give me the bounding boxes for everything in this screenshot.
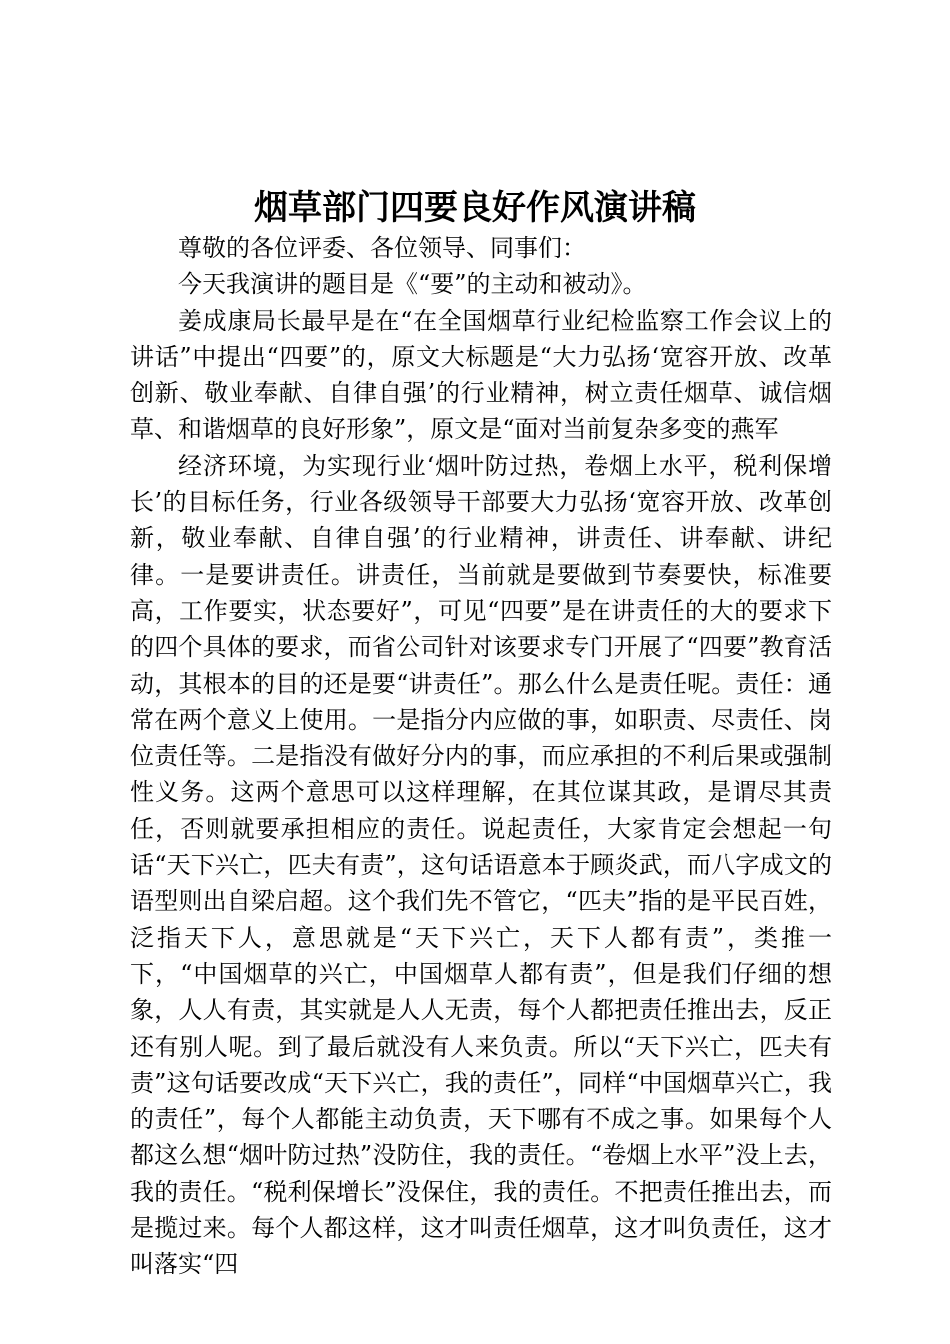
paragraph-topic: 今天我演讲的题目是《“要”的主动和被动》。 [178,270,647,299]
document-title: 烟草部门四要良好作风演讲稿 [254,188,696,228]
paragraph-greeting: 尊敬的各位评委、各位领导、同事们： [178,234,586,262]
paragraph-responsibility: 经济环境，为实现行业‘烟叶防过热，卷烟上水平，税利保增长’的目标任务，行业各级领导干部要大力弘扬‘宽容开放、改革创新，敬业奉献、自律自强’的行业精神，讲责任、讲奉献、讲纪律。一是要讲责任。讲责任，当前就是要做到节奏要快，标准要高，工作要实，状态要好”，可见“四要”是在讲责任的大的要求下的四个具体的要求，而省公司针对该要求专门开展了“四要”教育活动，其根本的目的还是要“讲责任”。那么什么是责任呢。责任：通常在两个意义上使用。一是指分内应做的事，如职责、尽责任、岗位责任等。二是指没有做好分内的事，而应承担的不利后果或强制性义务。这两个意思可以这样理解，在其位谋其政，是谓尽其责任，否则就要承担相应的责任。说起责任，大家肯定会想起一句话“天下兴亡，匹夫有责”，这句话语意本于顾炎武，而八字成文的语型则出自梁启超。这个我们先不管它，“匹夫”指的是平民百姓，泛指天下人，意思就是“天下兴亡，天下人都有责”，类推一下，“中国烟草的兴亡，中国烟草人都有责”，但是我们仔细的想象，人人有责，其实就是人人无责，每个人都把责任推出去，反正还有别人呢。到了最后就没有人来负责。所以“天下兴亡，匹夫有责”这句话要改成“天下兴亡，我的责任”，同样“中国烟草兴亡，我的责任”，每个人都能主动负责，天下哪有不成之事。如果每个人都这么想“烟叶防过热”没防住，我的责任。“卷烟上水平”没上去，我的责任。“税利保增长”没保住，我的责任。不把责任推出去，而是揽过来。每个人都这样，这才叫责任烟草，这才叫负责任，这才叫落实“四 [130,451,832,1279]
document-body [130,230,832,1283]
paragraph-origin: 姜成康局长最早是在“在全国烟草行业纪检监察工作会议上的讲话”中提出“四要”的，原文大标题是“大力弘扬‘宽容开放、改革创新、敬业奉献、自律自强’的行业精神，树立责任烟草、诚信烟草、和谐烟草的良好形象”，原文是“面对当前复杂多变的燕军 [130,306,832,444]
